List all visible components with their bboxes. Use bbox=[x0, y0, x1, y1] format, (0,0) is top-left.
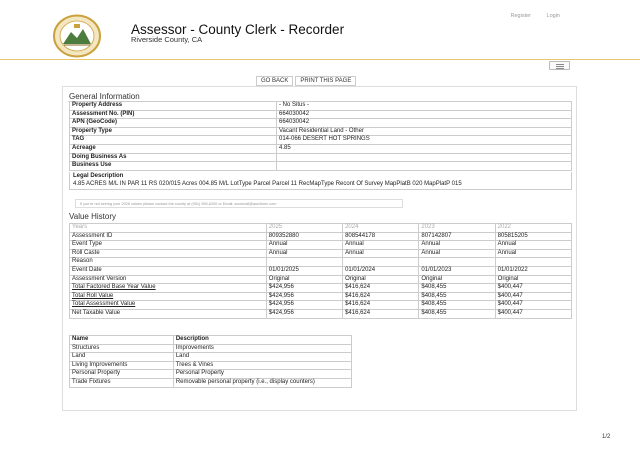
value-cell: $400,447 bbox=[495, 284, 571, 293]
value-cell bbox=[343, 258, 419, 267]
value-cell: 805815205 bbox=[495, 232, 571, 241]
notice-text: If you're not seeing your 2026 values please contact the county at (951) 955-6200 or Email: accsmail@asrclkrec.com bbox=[75, 199, 403, 208]
info-row bbox=[70, 110, 572, 119]
page-header bbox=[0, 0, 640, 60]
info-value: Vacant Residential Land - Other bbox=[277, 127, 572, 136]
value-history-label[interactable]: Total Assessment Value bbox=[70, 301, 267, 310]
value-cell bbox=[419, 258, 495, 267]
description-row bbox=[70, 344, 352, 353]
description-name: Structures bbox=[70, 344, 174, 353]
info-label: TAG bbox=[70, 136, 277, 145]
value-history-row bbox=[70, 284, 572, 293]
value-cell: Annual bbox=[343, 241, 419, 250]
login-link[interactable]: Login bbox=[546, 13, 560, 19]
value-cell: $416,624 bbox=[343, 284, 419, 293]
column-header: 2024 bbox=[343, 224, 419, 233]
value-cell: 01/01/2024 bbox=[343, 266, 419, 275]
value-cell: $408,455 bbox=[419, 309, 495, 318]
description-text: Removable personal property (i.e., display counters) bbox=[173, 378, 351, 387]
description-text: Improvements bbox=[173, 344, 351, 353]
value-cell: Annual bbox=[343, 249, 419, 258]
description-header: Description bbox=[173, 336, 351, 345]
value-cell: Original bbox=[495, 275, 571, 284]
column-header: 2022 bbox=[495, 224, 571, 233]
info-value: 664030042 bbox=[277, 110, 572, 119]
value-history-row bbox=[70, 301, 572, 310]
info-row bbox=[70, 136, 572, 145]
legal-description-label: Legal Description bbox=[73, 173, 124, 179]
description-text: Trees & Vines bbox=[173, 361, 351, 370]
value-cell: 01/01/2022 bbox=[495, 266, 571, 275]
info-label: APN (GeoCode) bbox=[70, 119, 277, 128]
value-history-header-row bbox=[70, 224, 572, 233]
value-history-label[interactable]: Total Factored Base Year Value bbox=[70, 284, 267, 293]
general-info-table bbox=[69, 101, 572, 171]
value-cell: 01/01/2025 bbox=[266, 266, 342, 275]
value-cell: Annual bbox=[495, 241, 571, 250]
info-value bbox=[277, 162, 572, 171]
value-history-label: Net Taxable Value bbox=[70, 309, 267, 318]
description-row bbox=[70, 378, 352, 387]
value-history-label: Reason bbox=[70, 258, 267, 267]
info-value: - No Situs - bbox=[277, 102, 572, 111]
info-value: 4.85 bbox=[277, 144, 572, 153]
info-label: Business Use bbox=[70, 162, 277, 171]
hamburger-icon bbox=[556, 64, 564, 65]
info-row bbox=[70, 102, 572, 111]
page-title: Assessor - County Clerk - Recorder bbox=[131, 22, 345, 37]
value-cell: $416,624 bbox=[343, 292, 419, 301]
description-header-row bbox=[70, 336, 352, 345]
legal-description-text: 4.85 ACRES M/L IN PAR 11 RS 020/015 Acres 004.85 M/L LotType Parcel Parcel 11 RecMapType Recont Of Survey MapPlatB 020 MapPlatP 015 bbox=[73, 181, 462, 187]
info-label: Acreage bbox=[70, 144, 277, 153]
general-info-heading: General Information bbox=[69, 92, 140, 101]
value-cell: $408,455 bbox=[419, 301, 495, 310]
value-history-row bbox=[70, 232, 572, 241]
column-header: Years bbox=[70, 224, 267, 233]
value-history-label: Event Type bbox=[70, 241, 267, 250]
info-row bbox=[70, 144, 572, 153]
value-cell: $400,447 bbox=[495, 309, 571, 318]
value-cell: $424,956 bbox=[266, 284, 342, 293]
value-cell: Annual bbox=[266, 249, 342, 258]
description-row bbox=[70, 353, 352, 362]
value-cell: $408,455 bbox=[419, 292, 495, 301]
info-row bbox=[70, 153, 572, 162]
value-cell: Annual bbox=[419, 249, 495, 258]
description-name: Living Improvements bbox=[70, 361, 174, 370]
value-cell: $400,447 bbox=[495, 301, 571, 310]
value-history-heading: Value History bbox=[69, 212, 116, 221]
value-history-row bbox=[70, 249, 572, 258]
page-subtitle: Riverside County, CA bbox=[131, 35, 203, 44]
value-cell: Annual bbox=[266, 241, 342, 250]
description-table bbox=[69, 335, 352, 388]
value-cell: Original bbox=[343, 275, 419, 284]
value-history-label: Assessment ID bbox=[70, 232, 267, 241]
description-name: Trade Fixtures bbox=[70, 378, 174, 387]
value-cell: $424,956 bbox=[266, 309, 342, 318]
value-cell bbox=[266, 258, 342, 267]
column-header: 2023 bbox=[419, 224, 495, 233]
value-history-label[interactable]: Total Roll Value bbox=[70, 292, 267, 301]
menu-button[interactable] bbox=[549, 61, 570, 70]
description-name: Personal Property bbox=[70, 370, 174, 379]
value-history-table bbox=[69, 223, 572, 319]
info-row bbox=[70, 119, 572, 128]
value-history-label: Roll Caste bbox=[70, 249, 267, 258]
value-history-row bbox=[70, 266, 572, 275]
value-cell: Annual bbox=[419, 241, 495, 250]
info-label: Property Type bbox=[70, 127, 277, 136]
value-cell: $424,956 bbox=[266, 301, 342, 310]
description-name: Land bbox=[70, 353, 174, 362]
value-cell bbox=[495, 258, 571, 267]
print-page-button[interactable]: PRINT THIS PAGE bbox=[295, 76, 356, 86]
value-history-label: Event Date bbox=[70, 266, 267, 275]
value-cell: $424,956 bbox=[266, 292, 342, 301]
info-row bbox=[70, 127, 572, 136]
info-value: 014-066 DESERT HOT SPRINGS bbox=[277, 136, 572, 145]
county-seal-logo bbox=[52, 14, 102, 58]
info-label: Property Address bbox=[70, 102, 277, 111]
description-row bbox=[70, 370, 352, 379]
info-value bbox=[277, 153, 572, 162]
value-history-row bbox=[70, 292, 572, 301]
value-cell: 808544178 bbox=[343, 232, 419, 241]
description-text: Land bbox=[173, 353, 351, 362]
column-header: 2025 bbox=[266, 224, 342, 233]
value-cell: $408,455 bbox=[419, 284, 495, 293]
value-history-row bbox=[70, 241, 572, 250]
value-cell: 807142807 bbox=[419, 232, 495, 241]
value-history-row bbox=[70, 275, 572, 284]
action-bar bbox=[256, 76, 356, 86]
description-text: Personal Property bbox=[173, 370, 351, 379]
value-cell: 01/01/2023 bbox=[419, 266, 495, 275]
value-cell: $416,624 bbox=[343, 309, 419, 318]
value-history-label: Assessment Version bbox=[70, 275, 267, 284]
value-cell: $416,624 bbox=[343, 301, 419, 310]
value-history-row bbox=[70, 309, 572, 318]
go-back-button[interactable]: GO BACK bbox=[256, 76, 293, 86]
register-link[interactable]: Register bbox=[510, 13, 531, 19]
top-links bbox=[497, 13, 560, 19]
value-cell: 809352880 bbox=[266, 232, 342, 241]
info-row bbox=[70, 162, 572, 171]
value-cell: Original bbox=[419, 275, 495, 284]
value-cell: Original bbox=[266, 275, 342, 284]
page-number: 1/2 bbox=[602, 434, 611, 440]
name-header: Name bbox=[70, 336, 174, 345]
info-label: Assessment No. (PIN) bbox=[70, 110, 277, 119]
info-label: Doing Business As bbox=[70, 153, 277, 162]
legal-description bbox=[69, 172, 572, 190]
info-value: 664030042 bbox=[277, 119, 572, 128]
value-history-row bbox=[70, 258, 572, 267]
value-cell: $400,447 bbox=[495, 292, 571, 301]
value-cell: Annual bbox=[495, 249, 571, 258]
description-row bbox=[70, 361, 352, 370]
